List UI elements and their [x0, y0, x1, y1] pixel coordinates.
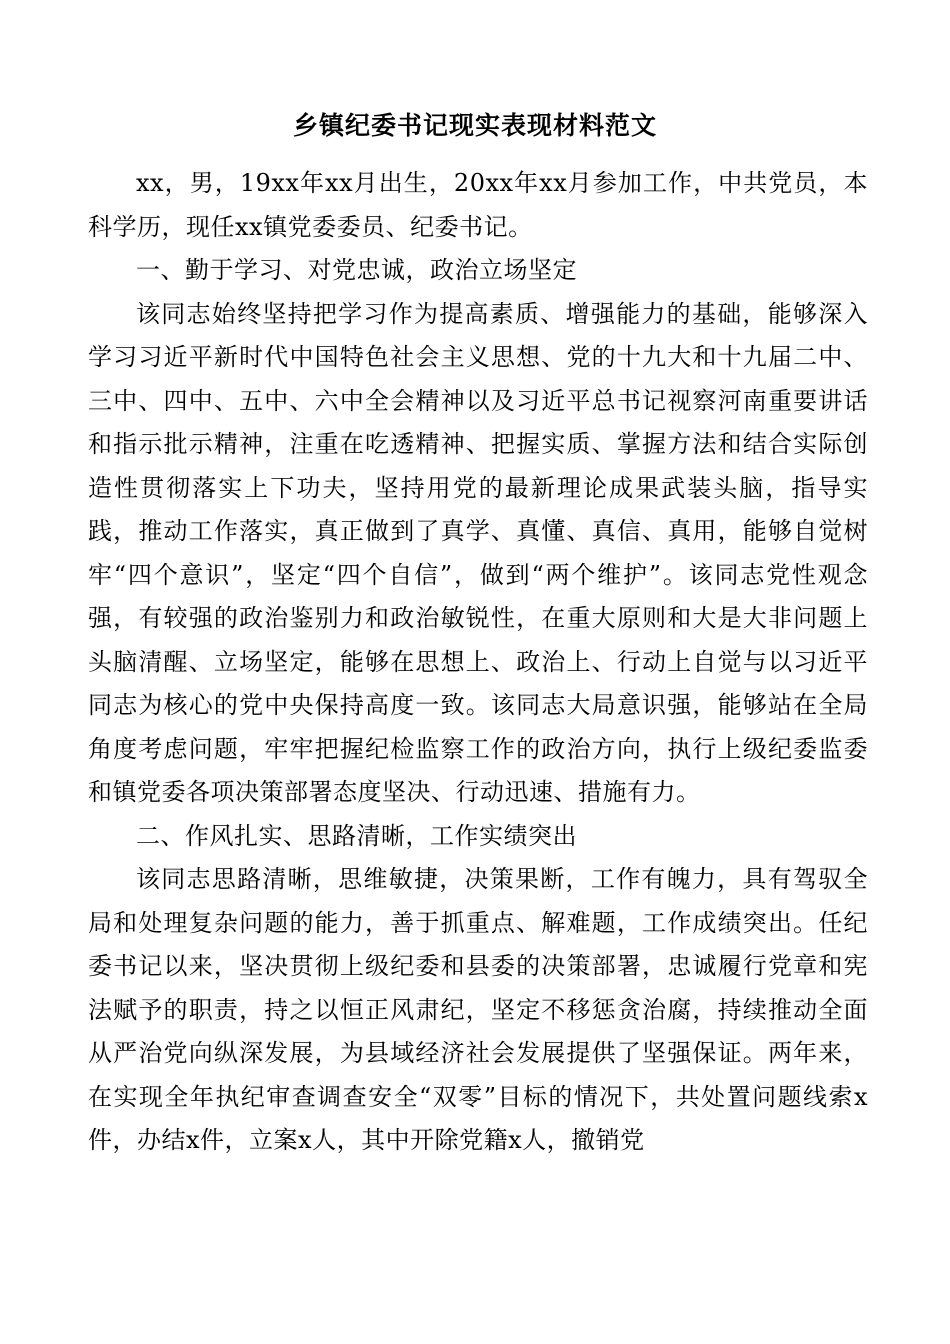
section-heading-1: 一、勤于学习、对党忠诚，政治立场坚定 — [136, 256, 577, 284]
section-heading-2: 二、作风扎实、思路清晰，工作实绩突出 — [136, 821, 577, 850]
intro-paragraph: xx，男，19xx年xx月出生，20xx年xx月参加工作，中共党员，本科学历，现任xx镇党委委员、纪委书记。 — [88, 169, 868, 241]
section-1-paragraph: 该同志始终坚持把学习作为提高素质、增强能力的基础，能够深入学习习近平新时代中国特色社会主义思想、党的十九大和十九届二中、三中、四中、五中、六中全会精神以及习近平总书记视察河南重要讲话和指示批示精神，注重在吃透精神、把握实质、掌握方法和结合实际创造性贯彻落实上下功夫，坚持用党的最新理论成果武装头脑，指导实践，推动工作落实，真正做到了真学、真懂、真信、真用，能够自觉树牢“四个意识”，坚定“四个自信”，做到“两个维护”。该同志党性观念强，有较强的政治鉴别力和政治敏锐性，在重大原则和大是大非问题上头脑清醒、立场坚定，能够在思想上、政治上、行动上自觉与以习近平同志为核心的党中央保持高度一致。该同志大局意识强，能够站在全局角度考虑问题，牢牢把握纪检监察工作的政治方向，执行上级纪委监委和镇党委各项决策部署态度坚决、行动迅速、措施有力。 — [88, 299, 868, 806]
document-body — [88, 162, 868, 1163]
document-title: 乡镇纪委书记现实表现材料范文 — [292, 111, 657, 140]
section-2-paragraph: 该同志思路清晰，思维敏捷，决策果断，工作有魄力，具有驾驭全局和处理复杂问题的能力，善于抓重点、解难题，工作成绩突出。任纪委书记以来，坚决贯彻上级纪委和县委的决策部署，忠诚履行党章和宪法赋予的职责，持之以恒正风肃纪，坚定不移惩贪治腐，持续推动全面从严治党向纵深发展，为县域经济社会发展提供了坚强保证。两年来，在实现全年执纪审查调查安全“双零”目标的情况下，共处置问题线索x件，办结x件，立案x人，其中开除党籍x人，撤销党 — [88, 865, 868, 1154]
